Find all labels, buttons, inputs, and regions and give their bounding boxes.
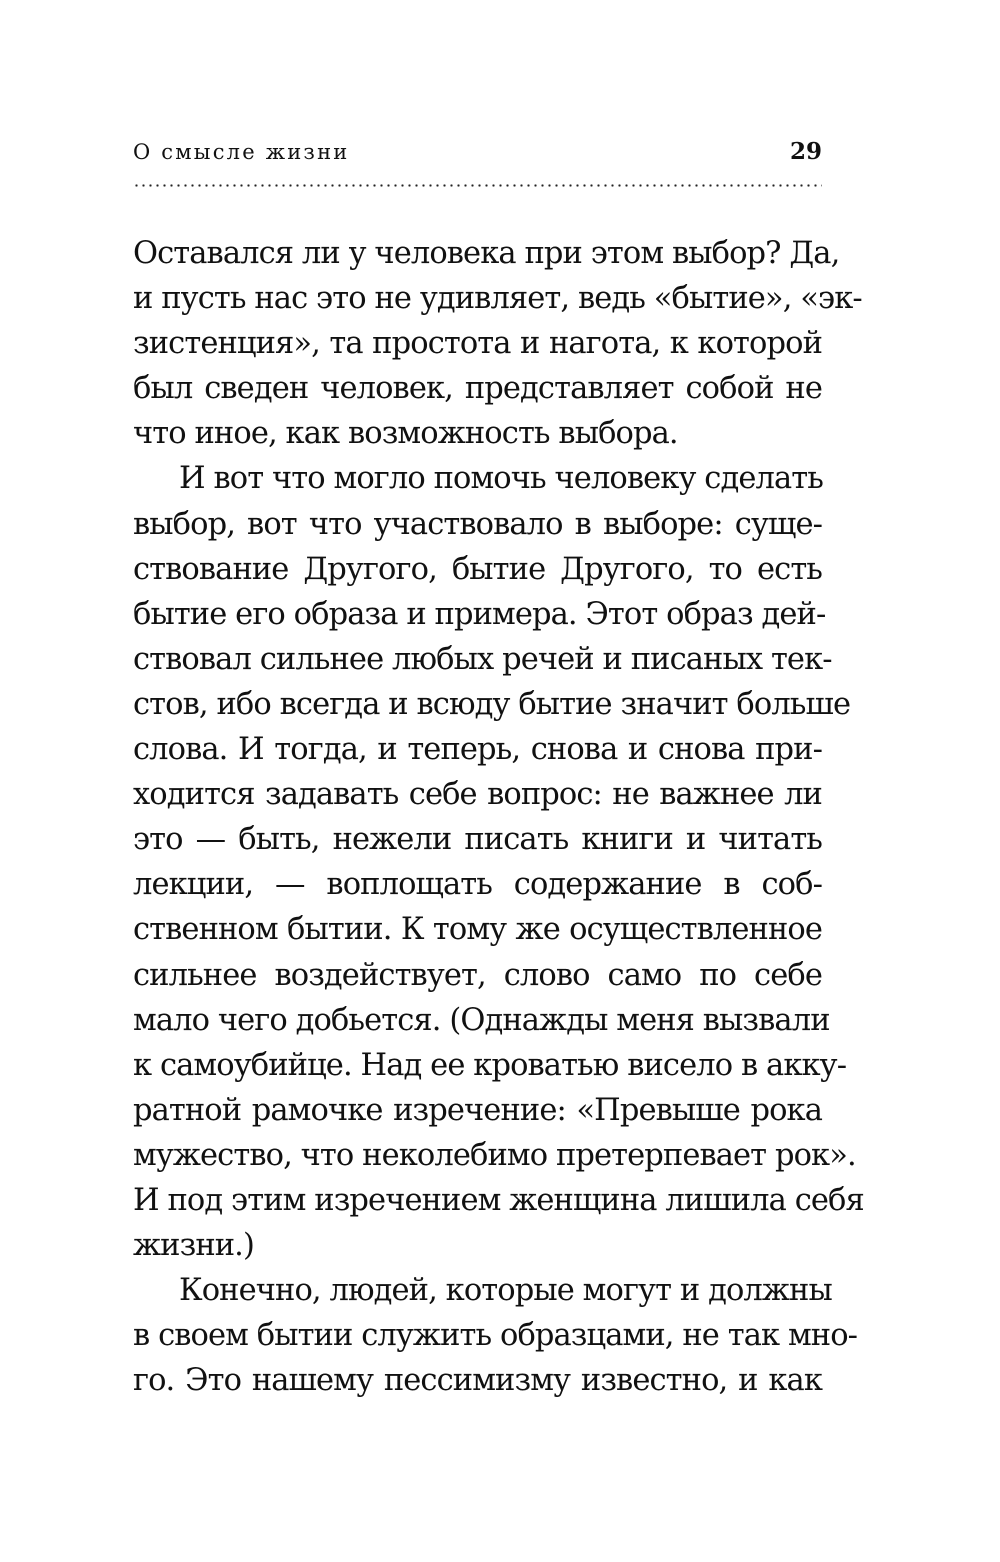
text-line: И под этим изречением женщина лишила себя (133, 1182, 864, 1218)
text-line: к самоубийце. Над ее кроватью висело в акку- (133, 1047, 847, 1083)
text-line: слова. И тогда, и теперь, снова и снова при- (133, 732, 822, 768)
text-line: стов, ибо всегда и всюду бытие значит больше (133, 686, 851, 722)
text-line: го. Это нашему пессимизму известно, и как (133, 1363, 822, 1399)
text-line: что иное, как возможность выбора. (133, 416, 678, 452)
text-line: Оставался ли у человека при этом выбор? Да, (133, 236, 840, 271)
text-line: это — быть, нежели писать книги и читать (133, 822, 822, 858)
paragraph-2 (133, 456, 864, 1268)
text-line: ходится задавать себе вопрос: не важнее ли (133, 777, 822, 813)
page-number: 29 (789, 138, 822, 165)
text-line: выбор, вот что участвовало в выборе: суще- (133, 506, 822, 542)
text-line: ственном бытии. К тому же осуществленное (133, 912, 822, 948)
text-line: был сведен человек, представляет собой не (133, 371, 822, 407)
dotted-rule (133, 184, 822, 187)
text-line: бытие его образа и примера. Этот образ дей- (133, 596, 826, 632)
paragraph-3 (133, 1268, 858, 1403)
text-line: зистенция», та простота и нагота, к которой (133, 326, 822, 362)
body-text (133, 231, 864, 1403)
text-line: жизни.) (133, 1228, 254, 1264)
text-line: мало чего добьется. (Однажды меня вызвали (133, 1002, 830, 1038)
running-head (133, 136, 822, 176)
text-line: Конечно, людей, которые могут и должны (179, 1273, 832, 1309)
running-title: О смысле жизни (133, 140, 350, 164)
text-line: мужество, что неколебимо претерпевает рок». (133, 1137, 856, 1173)
text-line: ратной рамочке изречение: «Превыше рока (133, 1092, 822, 1128)
text-line: в своем бытии служить образцами, не так мно- (133, 1318, 858, 1354)
paragraph-1 (133, 231, 862, 456)
text-line: и пусть нас это не удивляет, ведь «бытие», «эк- (133, 281, 862, 317)
text-line: ствование Другого, бытие Другого, то есть (133, 551, 822, 587)
text-line: сильнее воздействует, слово само по себе (133, 957, 822, 993)
text-line: И вот что могло помочь человеку сделать (179, 461, 823, 497)
text-line: ствовал сильнее любых речей и писаных тек- (133, 641, 832, 677)
text-line: лекции, — воплощать содержание в соб- (133, 867, 822, 903)
